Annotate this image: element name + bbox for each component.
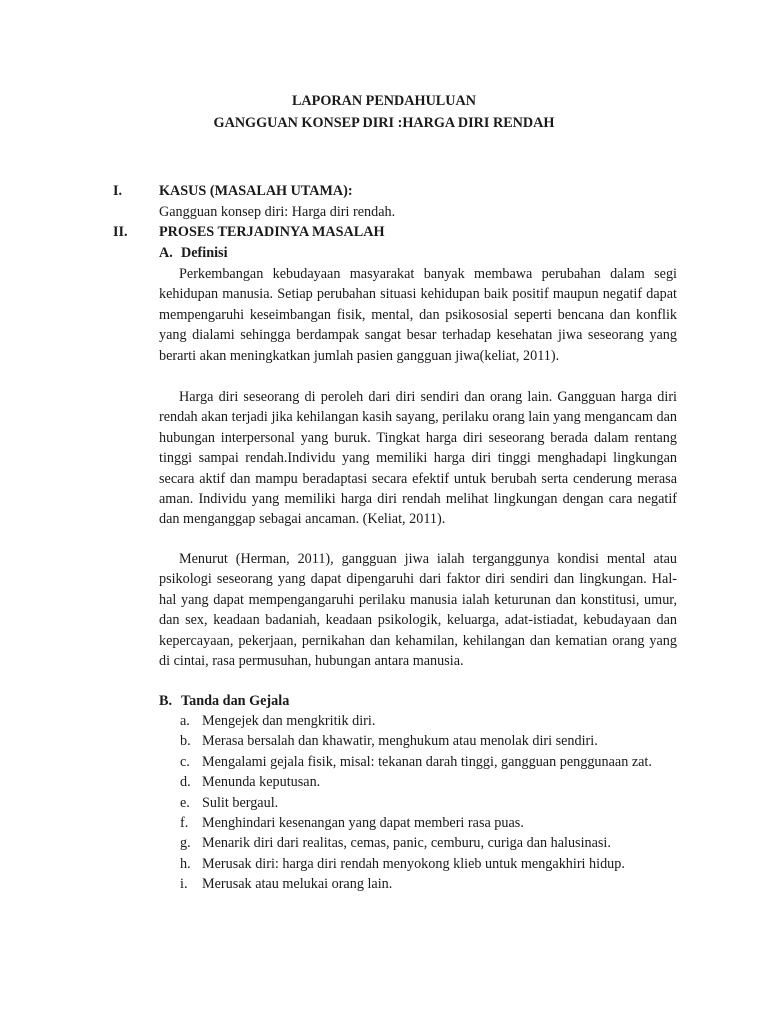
list-item (159, 854, 677, 874)
list-item (159, 752, 677, 772)
list-item-text: Mengejek dan mengkritik diri. (202, 713, 376, 729)
subsection-a-heading (159, 243, 228, 263)
section1-number: I. (113, 183, 123, 199)
list-item-text: Sulit bergaul. (202, 794, 279, 811)
document-title-line2: GANGGUAN KONSEP DIRI :HARGA DIRI RENDAH (213, 115, 555, 131)
definition-paragraph-3: Menurut (Herman, 2011), gangguan jiwa ialah terganggunya kondisi mental atau psikologi seseorang yang dapat dipengaruhi dari faktor diri sendiri dan lingkungan. Hal-hal yang dapat mempengangaruhi perilaku manusia ialah keturunan dan konstitusi, umur, dan sex, keadaan badaniah, keadaan psikologik, keluarga, adat-istiadat, kebudayaan dan kepercayaan, pekerjaan, pernikahan dan kehamilan, kehilangan dan kematian orang yang di cintai, rasa permusuhan, hubungan antara manusia. (159, 551, 677, 670)
list-item (159, 813, 677, 833)
list-item-marker: c. (180, 753, 190, 770)
list-item-text: Merusak diri: harga diri rendah menyokong klieb untuk mengakhiri hidup. (202, 855, 625, 872)
subsection-b-letter: B. (159, 693, 173, 709)
section1-text: Gangguan konsep diri: Harga diri rendah. (159, 204, 396, 220)
list-item-marker: b. (180, 733, 191, 750)
definition-paragraph-2: Harga diri seseorang di peroleh dari diri sendiri dan orang lain. Gangguan harga diri rendah akan terjadi jika kehilangan kasih sayang, perilaku orang lain yang mengancam dan hubungan interpersonal yang buruk. Tingkat harga diri seseorang berada dalam rentang tinggi sampai rendah.Individu yang memiliki harga diri tinggi menghadapi lingkungan secara aktif dan mampu beradaptasi secara efektif untuk berubah serta cenderung merasa aman. Individu yang memiliki harga diri rendah melihat lingkungan dengan cara negatif dan menganggap sebagai ancaman. (Keliat, 2011). (159, 389, 677, 528)
list-item-text: Merasa bersalah dan khawatir, menghukum atau menolak diri sendiri. (202, 733, 598, 750)
list-item (159, 793, 677, 813)
list-item-text: Merusak atau melukai orang lain. (202, 876, 393, 893)
subsection-b-heading (159, 691, 289, 711)
list-item-marker: e. (180, 794, 190, 811)
section2-number: II. (113, 224, 128, 240)
list-item-marker: f. (180, 815, 189, 832)
subsection-a-title: Definisi (181, 245, 228, 261)
subsection-a-letter: A. (159, 245, 173, 261)
signs-list (159, 711, 677, 895)
list-item (159, 833, 677, 853)
list-item (159, 711, 677, 731)
list-item-text: Menarik diri dari realitas, cemas, panic, cemburu, curiga dan halusinasi. (202, 835, 611, 852)
list-item (159, 874, 677, 894)
document-title-line1: LAPORAN PENDAHULUAN (291, 93, 477, 109)
list-item-marker: a. (180, 713, 190, 729)
list-item-marker: h. (180, 855, 191, 872)
list-item-marker: d. (180, 774, 191, 791)
list-item (159, 772, 677, 792)
list-item-text: Menghindari kesenangan yang dapat memberi rasa puas. (202, 815, 524, 832)
list-item-text: Mengalami gejala fisik, misal: tekanan darah tinggi, gangguan penggunaan zat. (202, 753, 652, 770)
section1-heading: KASUS (MASALAH UTAMA): (159, 183, 353, 199)
section2-heading: PROSES TERJADINYA MASALAH (159, 224, 385, 240)
list-item (159, 731, 677, 751)
subsection-b-title: Tanda dan Gejala (181, 693, 290, 709)
list-item-marker: i. (180, 876, 188, 893)
definition-paragraph-1: Perkembangan kebudayaan masyarakat banyak membawa perubahan dalam segi kehidupan manusia. Setiap perubahan situasi kehidupan baik positif maupun negatif dapat mempengaruhi keseimbangan fisik, mental, dan psikososial seperti bencana dan konflik yang dialami sehingga berdampak sangat besar terhadap kesehatan jiwa seseorang yang berarti akan meningkatkan jumlah pasien gangguan jiwa(keliat, 2011). (159, 266, 677, 364)
list-item-text: Menunda keputusan. (202, 774, 321, 791)
list-item-marker: g. (180, 835, 191, 852)
